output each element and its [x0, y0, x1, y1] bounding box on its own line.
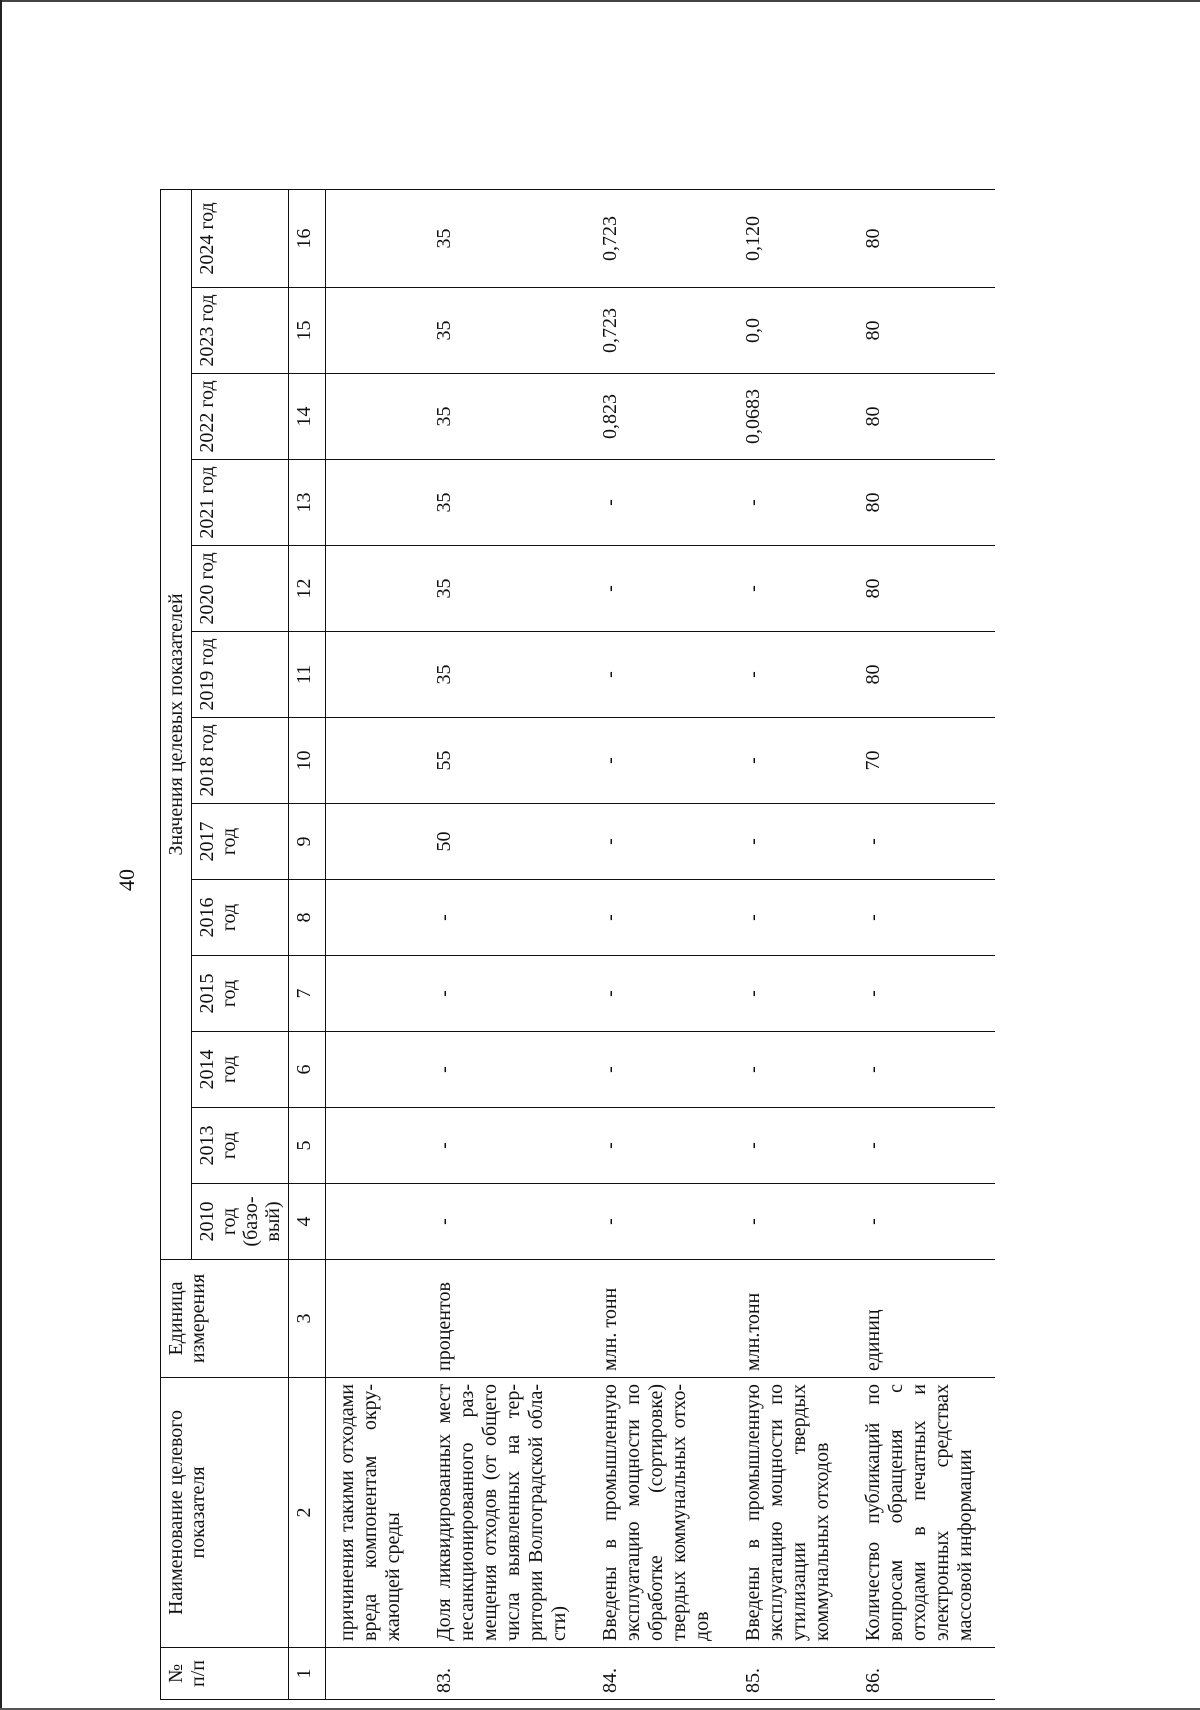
- rotated-document: [160, 200, 1160, 1700]
- value-cell: 0,723: [589, 189, 732, 287]
- value-cell: 35: [423, 189, 589, 287]
- column-index: 16: [289, 189, 326, 287]
- header-indicator-name: Наименование целевого показателя: [161, 1378, 289, 1648]
- value-cell: -: [589, 632, 732, 718]
- value-cell: -: [589, 1108, 732, 1184]
- value-cell: -: [852, 1108, 995, 1184]
- value-cell: -: [589, 804, 732, 880]
- page-number: 40: [114, 869, 139, 891]
- column-index: 15: [289, 288, 326, 374]
- value-cell: 80: [852, 189, 995, 287]
- indicator-name: Доля ликвидированных мест несанкционированного раз-мещения отходов (от общего числа выявленных на тер-ритории Волгоградской обла-сти): [423, 1378, 589, 1648]
- header-year: 2019 год: [192, 632, 289, 718]
- value-cell: -: [852, 1184, 995, 1260]
- value-cell: -: [423, 880, 589, 956]
- column-index: 9: [289, 804, 326, 880]
- value-cell: 35: [423, 546, 589, 632]
- indicator-name: Количество публикаций по вопросам обращения с отходами в печатных и электронных средствах массовой информации: [852, 1378, 995, 1648]
- column-index-row: [289, 189, 326, 1699]
- column-index: 4: [289, 1184, 326, 1260]
- value-cell: 80: [852, 288, 995, 374]
- continuation-text: причинения такими отходами вреда компонентам окру-жающей среды: [326, 1378, 424, 1648]
- value-cell: 70: [852, 718, 995, 804]
- column-index: 8: [289, 880, 326, 956]
- value-cell: -: [423, 1108, 589, 1184]
- value-cell: -: [852, 956, 995, 1032]
- table-row: [852, 189, 995, 1699]
- value-cell: 50: [423, 804, 589, 880]
- value-cell: -: [589, 1184, 732, 1260]
- header-year: 2014 год: [192, 1032, 289, 1108]
- continuation-row: [326, 189, 424, 1699]
- value-cell: -: [732, 1032, 852, 1108]
- row-number: 83.: [423, 1648, 589, 1700]
- value-cell: 0,120: [732, 189, 852, 287]
- column-index: 5: [289, 1108, 326, 1184]
- value-cell: -: [732, 632, 852, 718]
- column-index: 11: [289, 632, 326, 718]
- column-index: 3: [289, 1260, 326, 1378]
- value-cell: -: [852, 804, 995, 880]
- value-cell: 80: [852, 460, 995, 546]
- column-index: 1: [289, 1648, 326, 1700]
- table-row: [732, 189, 852, 1699]
- scan-left-edge: [0, 0, 2, 1710]
- value-cell: 35: [423, 374, 589, 460]
- value-cell: -: [732, 956, 852, 1032]
- column-index: 2: [289, 1378, 326, 1648]
- value-cell: 0,823: [589, 374, 732, 460]
- header-year: 2021 год: [192, 460, 289, 546]
- unit: млн.тонн: [732, 1260, 852, 1378]
- value-cell: -: [423, 1032, 589, 1108]
- row-number: 84.: [589, 1648, 732, 1700]
- header-values-group: Значения целевых показателей: [161, 189, 192, 1259]
- header-year: 2024 год: [192, 189, 289, 287]
- header-year: 2018 год: [192, 718, 289, 804]
- value-cell: 35: [423, 288, 589, 374]
- value-cell: -: [732, 718, 852, 804]
- value-cell: -: [589, 460, 732, 546]
- table-row: [589, 189, 732, 1699]
- header-year: 2013 год: [192, 1108, 289, 1184]
- value-cell: 55: [423, 718, 589, 804]
- column-index: 7: [289, 956, 326, 1032]
- value-cell: -: [589, 546, 732, 632]
- unit: единиц: [852, 1260, 995, 1378]
- value-cell: -: [852, 880, 995, 956]
- value-cell: 35: [423, 632, 589, 718]
- value-cell: -: [732, 804, 852, 880]
- column-index: 12: [289, 546, 326, 632]
- header-year: 2016 год: [192, 880, 289, 956]
- header-year: 2010 год (базо-вый): [192, 1184, 289, 1260]
- column-index: 6: [289, 1032, 326, 1108]
- value-cell: -: [589, 956, 732, 1032]
- value-cell: 0,0: [732, 288, 852, 374]
- value-cell: 35: [423, 460, 589, 546]
- indicator-name: Введены в промышленную эксплуатацию мощности по утилизации твердых коммунальных отходов: [732, 1378, 852, 1648]
- header-year: 2015 год: [192, 956, 289, 1032]
- target-indicators-table: [160, 189, 995, 1700]
- row-number: 85.: [732, 1648, 852, 1700]
- value-cell: 0,723: [589, 288, 732, 374]
- value-cell: -: [732, 1184, 852, 1260]
- value-cell: 80: [852, 374, 995, 460]
- unit: млн. тонн: [589, 1260, 732, 1378]
- value-cell: 80: [852, 546, 995, 632]
- value-cell: -: [732, 460, 852, 546]
- header-year: 2022 год: [192, 374, 289, 460]
- value-cell: -: [589, 718, 732, 804]
- table-row: [423, 189, 589, 1699]
- column-index: 14: [289, 374, 326, 460]
- value-cell: -: [852, 1032, 995, 1108]
- header-number: № п/п: [161, 1648, 289, 1700]
- row-number: 86.: [852, 1648, 995, 1700]
- value-cell: -: [589, 1032, 732, 1108]
- header-year: 2023 год: [192, 288, 289, 374]
- header-year: 2020 год: [192, 546, 289, 632]
- header-year: 2017 год: [192, 804, 289, 880]
- value-cell: -: [423, 1184, 589, 1260]
- unit: процентов: [423, 1260, 589, 1378]
- column-index: 13: [289, 460, 326, 546]
- value-cell: 80: [852, 632, 995, 718]
- header-unit: Единица измерения: [161, 1260, 289, 1378]
- column-index: 10: [289, 718, 326, 804]
- value-cell: -: [589, 880, 732, 956]
- value-cell: -: [732, 546, 852, 632]
- scan-top-edge: [0, 0, 1200, 2]
- value-cell: 0,0683: [732, 374, 852, 460]
- value-cell: -: [423, 956, 589, 1032]
- value-cell: -: [732, 880, 852, 956]
- indicator-name: Введены в промышленную эксплуатацию мощности по обработке (сортировке) твердых коммунальных отхо-дов: [589, 1378, 732, 1648]
- value-cell: -: [732, 1108, 852, 1184]
